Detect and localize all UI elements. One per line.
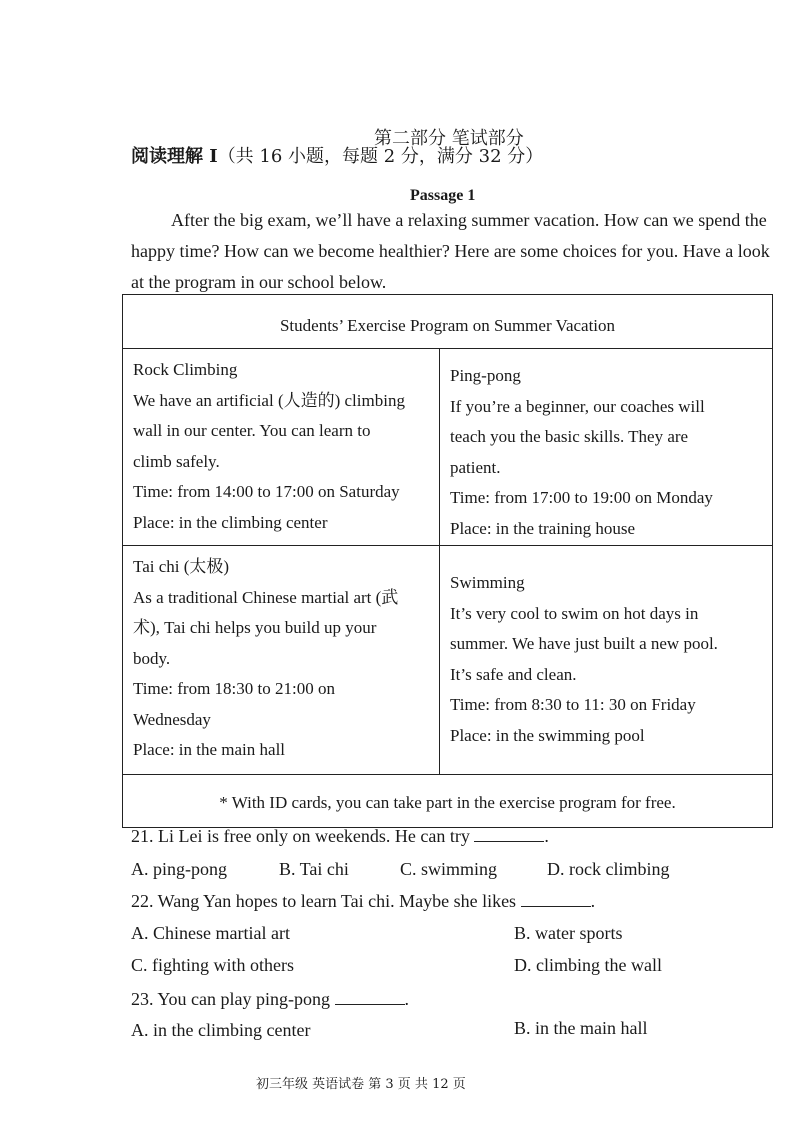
activity-desc-line: If you’re a beginner, our coaches will <box>450 396 705 416</box>
activity-desc-line: summer. We have just built a new pool. <box>450 634 718 653</box>
question-stem: 21. Li Lei is free only on weekends. He can try <box>131 826 470 846</box>
activity-desc-line: It’s safe and clean. <box>450 664 577 684</box>
part-title: 第二部分 笔试部分 <box>374 128 524 149</box>
activity-time: Time: from 8:30 to 11: 30 on Friday <box>450 695 696 714</box>
question-stem: 23. You can play ping-pong <box>131 989 330 1009</box>
question-stem: 22. Wang Yan hopes to learn Tai chi. Maybe she likes <box>131 891 517 911</box>
activity-place: Place: in the climbing center <box>133 512 328 532</box>
question-21 <box>131 825 549 847</box>
question-end: . <box>590 891 596 911</box>
activity-desc-line: As a traditional Chinese martial art (武 <box>133 587 399 607</box>
option-22-a[interactable]: A. Chinese martial art <box>131 923 290 943</box>
activity-desc-line: wall in our center. You can learn to <box>133 421 371 440</box>
option-21-b[interactable]: B. Tai chi <box>279 859 349 879</box>
option-21-d[interactable]: D. rock climbing <box>547 859 670 879</box>
program-title: Students’ Exercise Program on Summer Vacation <box>123 295 772 349</box>
program-cell-swimming <box>440 546 772 775</box>
activity-name: Rock Climbing <box>133 360 238 379</box>
program-note: * With ID cards, you can take part in the exercise program for free. <box>219 793 676 812</box>
option-23-b[interactable]: B. in the main hall <box>514 1018 648 1038</box>
section-title-scoring: （共 16 小题，每题 2 分，满分 32 分） <box>217 146 544 167</box>
exercise-program-table <box>122 294 773 828</box>
activity-desc-line: body. <box>133 648 171 668</box>
option-21-a[interactable]: A. ping-pong <box>131 859 227 879</box>
section-title <box>131 142 543 168</box>
option-21-c[interactable]: C. swimming <box>400 859 498 879</box>
question-22 <box>131 890 595 912</box>
activity-time: Time: from 17:00 to 19:00 on Monday <box>450 488 713 507</box>
passage-title: Passage 1 <box>410 187 476 204</box>
activity-desc-line: We have an artificial (人造的) climbing <box>133 390 405 410</box>
option-22-c[interactable]: C. fighting with others <box>131 955 294 975</box>
activity-place: Place: in the training house <box>450 518 636 538</box>
answer-blank[interactable] <box>521 890 591 907</box>
activity-time: Time: from 14:00 to 17:00 on Saturday <box>133 482 400 501</box>
option-22-b[interactable]: B. water sports <box>514 923 623 943</box>
page-footer: 初三年级 英语试卷 第 3 页 共 12 页 <box>256 1077 466 1092</box>
program-cell-tai-chi <box>123 546 440 775</box>
activity-desc-line: It’s very cool to swim on hot days in <box>450 603 699 623</box>
activity-name: Ping-pong <box>450 366 521 385</box>
activity-place: Place: in the swimming pool <box>450 725 645 745</box>
activity-place: Place: in the main hall <box>133 740 286 759</box>
section-title-main: 阅读理解 I <box>131 146 218 167</box>
answer-blank[interactable] <box>474 825 544 842</box>
activity-desc-line: 术), Tai chi helps you build up your <box>133 618 377 637</box>
answer-blank[interactable] <box>335 988 405 1005</box>
option-23-a[interactable]: A. in the climbing center <box>131 1020 311 1040</box>
activity-desc-line: patient. <box>450 457 501 477</box>
activity-desc-line: climb safely. <box>133 451 220 471</box>
activity-desc-line: teach you the basic skills. They are <box>450 427 689 446</box>
activity-time-cont: Wednesday <box>133 709 211 729</box>
option-22-d[interactable]: D. climbing the wall <box>514 955 662 975</box>
activity-time: Time: from 18:30 to 21:00 on <box>133 679 335 698</box>
question-23 <box>131 988 409 1010</box>
program-cell-ping-pong <box>440 349 772 546</box>
passage-intro: After the big exam, we’ll have a relaxing summer vacation. How can we spend the happy time? How can we become healthier? Here are some choices for you. Have a look at the program in our school below. <box>131 210 770 292</box>
question-end: . <box>404 989 409 1009</box>
activity-name: Tai chi (太极) <box>133 557 230 576</box>
program-cell-rock-climbing <box>123 349 440 546</box>
activity-name: Swimming <box>450 573 525 592</box>
question-end: . <box>544 826 549 846</box>
